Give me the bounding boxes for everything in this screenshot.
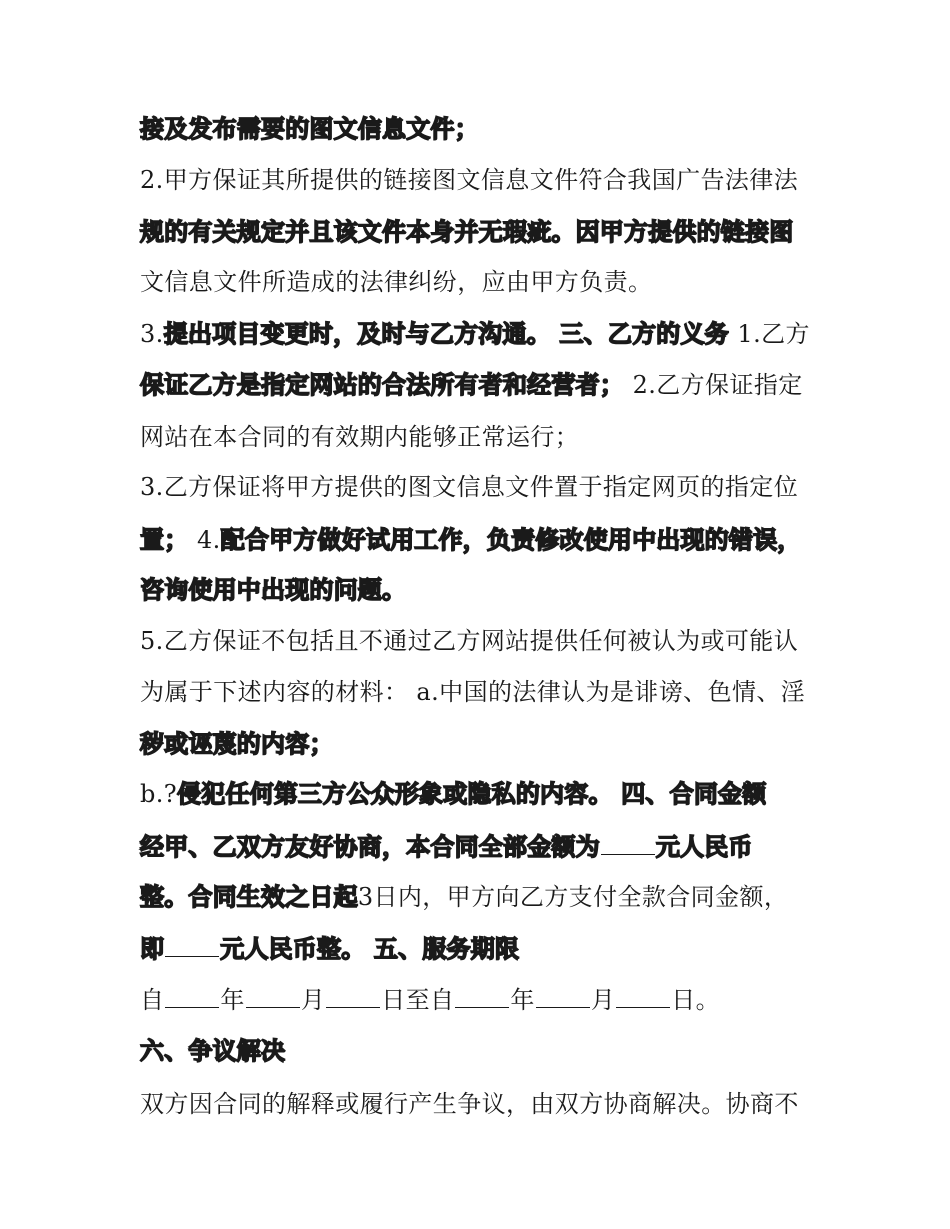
text-segment: 年 xyxy=(220,986,245,1014)
text-segment: b.? xyxy=(140,780,178,808)
text-line xyxy=(140,1034,820,1068)
text-line xyxy=(140,215,820,249)
text-segment: 2.乙方保证指定 xyxy=(632,371,803,399)
text-segment: 3.乙方保证将甲方提供的图文信息文件置于指定网页的指定位 xyxy=(140,473,799,501)
text-segment: 日至自 xyxy=(381,986,455,1014)
outlined-text-segment: 规的有关规定并且该文件本身并无瑕疵。因甲方提供的链接图 xyxy=(140,218,794,246)
text-line xyxy=(140,265,820,299)
outlined-text-segment: 侵犯任何第三方公众形象或隐私的内容。 四、合同金额 xyxy=(177,780,767,808)
fill-in-blank xyxy=(326,985,380,1008)
text-line xyxy=(140,830,820,864)
text-line xyxy=(140,317,820,351)
outlined-text-segment: 元人民币整。 五、服务期限 xyxy=(220,935,520,963)
outlined-text-segment: 秽或诬蔑的内容； xyxy=(140,730,334,758)
fill-in-blank xyxy=(616,985,670,1008)
text-line xyxy=(140,573,820,607)
text-segment: 年 xyxy=(510,986,535,1014)
text-line xyxy=(140,420,820,454)
text-segment: 双方因合同的解释或履行产生争议，由双方协商解决。协商不 xyxy=(140,1090,799,1118)
fill-in-blank xyxy=(165,934,219,957)
text-segment: 2.甲方保证其所提供的链接图文信息文件符合我国广告法律法 xyxy=(140,166,799,194)
text-line xyxy=(140,624,820,658)
text-line xyxy=(140,1087,820,1121)
outlined-text-segment: 保证乙方是指定网站的合法所有者和经营者； xyxy=(140,371,633,399)
fill-in-blank xyxy=(246,985,300,1008)
text-segment: 5.乙方保证不包括且不通过乙方网站提供任何被认为或可能认 xyxy=(140,627,799,655)
text-segment: 3. xyxy=(140,320,164,348)
outlined-text-segment: 接及发布需要的图文信息文件； xyxy=(140,115,479,143)
outlined-text-segment: 六、争议解决 xyxy=(140,1037,286,1065)
text-line xyxy=(140,112,820,146)
outlined-text-segment: 置； xyxy=(140,526,197,554)
outlined-text-segment: 经甲、乙双方友好协商，本合同全部金额为 xyxy=(140,833,600,861)
text-line xyxy=(140,932,820,966)
text-line xyxy=(140,523,820,557)
fill-in-blank xyxy=(601,832,655,855)
fill-in-blank xyxy=(536,985,590,1008)
text-line xyxy=(140,368,820,402)
text-line xyxy=(140,777,820,811)
text-segment: 自 xyxy=(140,986,165,1014)
text-line xyxy=(140,727,820,761)
text-line xyxy=(140,983,820,1017)
outlined-text-segment: 即 xyxy=(140,935,165,963)
outlined-text-segment: 配合甲方做好试用工作，负责修改使用中出现的错误， xyxy=(220,526,802,554)
text-segment: 为属于下述内容的材料： a.中国的法律认为是诽谤、色情、淫 xyxy=(140,678,806,706)
outlined-text-segment: 咨询使用中出现的问题。 xyxy=(140,576,407,604)
text-segment: 文信息文件所造成的法律纠纷，应由甲方负责。 xyxy=(140,268,653,296)
text-line xyxy=(140,675,820,709)
text-line xyxy=(140,163,820,197)
text-segment: 月 xyxy=(590,986,616,1014)
text-segment: 网站在本合同的有效期内能够正常运行； xyxy=(140,423,580,451)
text-segment: 3日内，甲方向乙方支付全款合同金额， xyxy=(357,883,789,911)
outlined-text-segment: 提出项目变更时，及时与乙方沟通。 三、乙方的义务 xyxy=(163,320,738,348)
outlined-text-segment: 元人民币 xyxy=(655,833,753,861)
fill-in-blank xyxy=(165,985,219,1008)
text-segment: 1.乙方 xyxy=(737,320,810,348)
text-segment: 月 xyxy=(300,986,326,1014)
outlined-text-segment: 整。合同生效之日起 xyxy=(140,883,358,911)
text-segment: 日。 xyxy=(671,986,721,1014)
text-line xyxy=(140,880,820,914)
text-line xyxy=(140,470,820,504)
fill-in-blank xyxy=(455,985,509,1008)
text-segment: 4. xyxy=(196,526,221,554)
